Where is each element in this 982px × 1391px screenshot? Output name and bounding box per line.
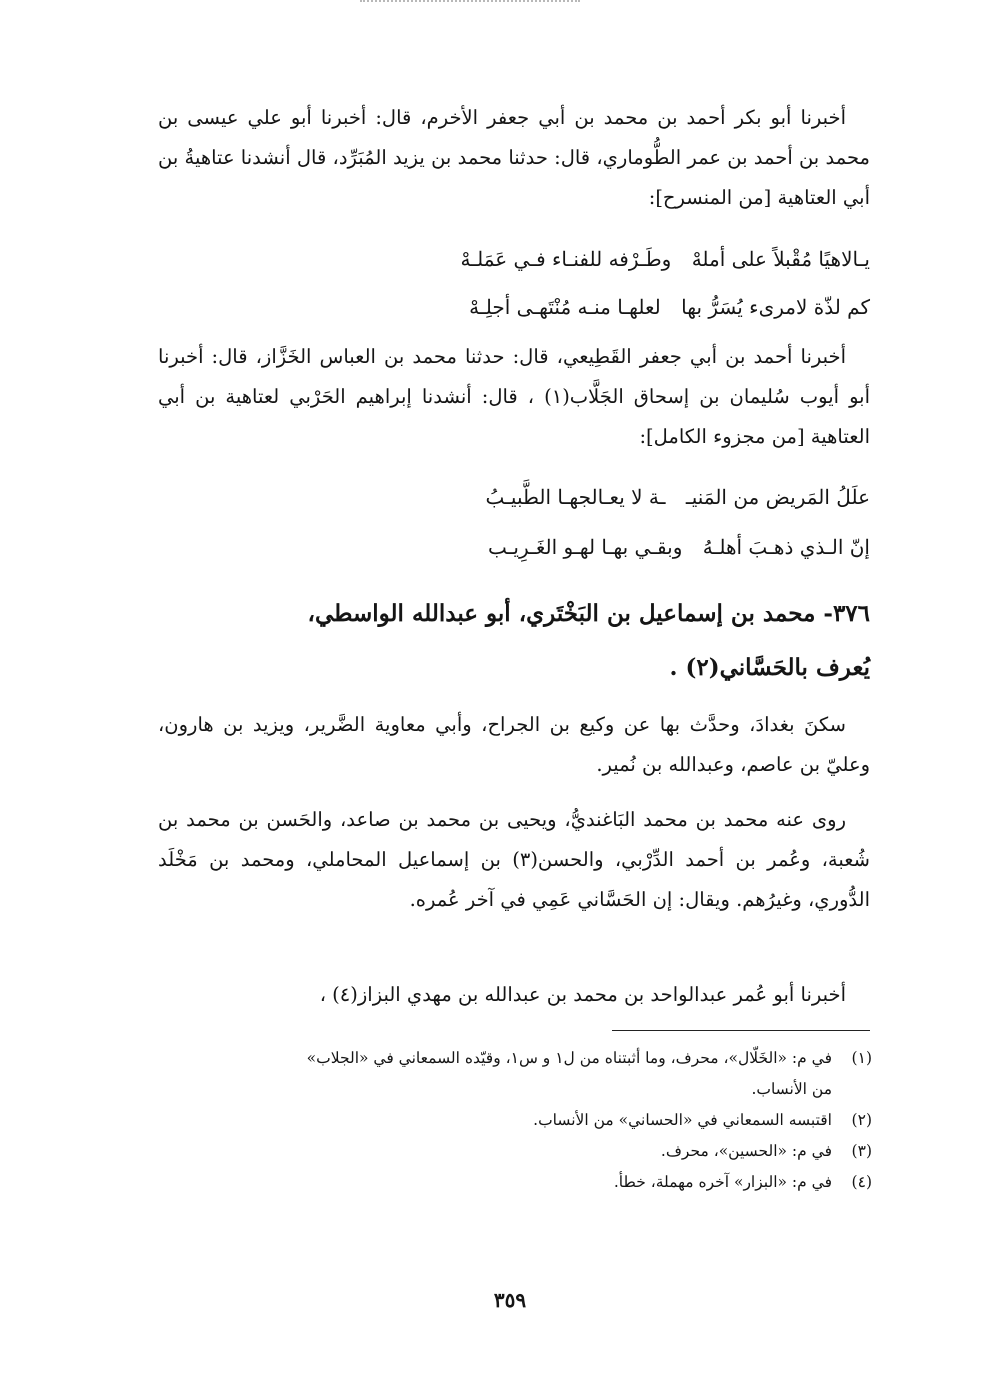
- page-number: ٣٥٩: [493, 1288, 527, 1312]
- verse-3: [485, 474, 870, 520]
- footnote-item: [300, 1136, 872, 1167]
- paragraph-1: [158, 98, 870, 218]
- footnote-text: في م: «الحسين»، محرف.: [660, 1142, 832, 1160]
- paragraph-4-text: روى عنه محمد بن محمد البَاغنديُّ، ويحيى بن محمد بن صاعد، والحَسن بن محمد بن شُعبة، وعُمر بن أحمد الدِّرْبي، والحسن(٣) بن إسماعيل المحاملي، ومحمد بن مَخْلَد الدُّوري، وغيرُهم. ويقال: إن الحَسَّاني عَمِي في آخر عُمره.: [158, 808, 870, 911]
- paragraph-3-text: سكنَ بغدادَ، وحدَّث بها عن وكيع بن الجراح، وأبي معاوية الضَّرير، ويزيد بن هارون، وعليّ بن عاصم، وعبدالله بن نُمير.: [158, 713, 870, 776]
- paragraph-1-text: أخبرنا أبو بكر أحمد بن محمد بن أبي جعفر الأخرم، قال: أخبرنا أبو علي عيسى بن محمد بن أحمد بن عمر الطُّوماري، قال: حدثنا محمد بن يزيد المُبَرِّد، قال أنشدنا عتاهيةُ بن أبي العتاهية [من المنسرح]:: [158, 106, 870, 209]
- footnote-text: في م: «الخَلّال»، محرف، وما أثبتناه من ل١ و س١، وقيّده السمعاني في «الجلاب» من الأنساب.: [306, 1049, 832, 1098]
- footnote-number: (١): [851, 1049, 872, 1067]
- footnote-number: (٢): [851, 1111, 872, 1129]
- verse-1: [460, 236, 870, 282]
- paragraph-5-text: أخبرنا أبو عُمر عبدالواحد بن محمد بن عبدالله بن مهدي البزاز(٤) ،: [319, 983, 846, 1006]
- scan-artifact-marks: [360, 0, 580, 10]
- footnote-text: في م: «البزار» آخره مهملة، خطأ.: [613, 1173, 832, 1191]
- verse-2-hemistich-1: كم لذّة لامرىء يُسَرُّ بها: [681, 295, 870, 319]
- entry-heading: [158, 587, 870, 695]
- footnote-text: اقتبسه السمعاني في «الحساني» من الأنساب.: [533, 1111, 832, 1129]
- entry-heading-line-2: يُعرف بالحَسَّاني(٢) .: [669, 654, 870, 681]
- footnotes: [300, 1043, 872, 1198]
- entry-heading-line-1: ٣٧٦- محمد بن إسماعيل بن البَخْتَري، أبو عبدالله الواسطي،: [307, 600, 870, 627]
- paragraph-2-text: أخبرنا أحمد بن أبي جعفر القَطِيعي، قال: حدثنا محمد بن العباس الخَزَّاز، قال: أخبرنا أبو أيوب سُليمان بن إسحاق الجَلَّاب(١) ، قال: أنشدنا إبراهيم الحَرْبي لعتاهية بن أبي العتاهية [من مجزوء الكامل]:: [158, 345, 870, 448]
- footnote-item: [300, 1167, 872, 1198]
- verse-4-hemistich-2: وبقـي بهـا لهـو الغَـرِيـب: [487, 535, 683, 559]
- verse-2: [469, 284, 870, 330]
- paragraph-5: [158, 975, 870, 1015]
- paragraph-2: [158, 337, 870, 457]
- paragraph-4: [158, 800, 870, 920]
- footnote-item: [300, 1105, 872, 1136]
- verse-1-hemistich-1: يـالاهيًا مُقْبلاً على أملهْ: [691, 247, 870, 271]
- verse-3-hemistich-1: علَلُ المَريض من المَنيـ: [685, 485, 870, 509]
- footnote-number: (٣): [851, 1142, 872, 1160]
- footnote-separator: [612, 1030, 870, 1031]
- footnote-item: [300, 1043, 872, 1105]
- verse-1-hemistich-2: وطَـرْفه للفنـاء فـي عَمَلـهْ: [460, 247, 672, 271]
- paragraph-3: [158, 705, 870, 785]
- verse-4-hemistich-1: إنّ الـذي ذهـبَ أهلـهُ: [702, 535, 870, 559]
- verse-3-hemistich-2: ـة لا يعـالجهـا الطَّبيـبُ: [485, 485, 666, 509]
- verse-4: [488, 524, 870, 570]
- verse-2-hemistich-2: لعلهـا منـه مُنْتَهـى أجلِـهْ: [469, 295, 661, 319]
- footnote-number: (٤): [851, 1173, 872, 1191]
